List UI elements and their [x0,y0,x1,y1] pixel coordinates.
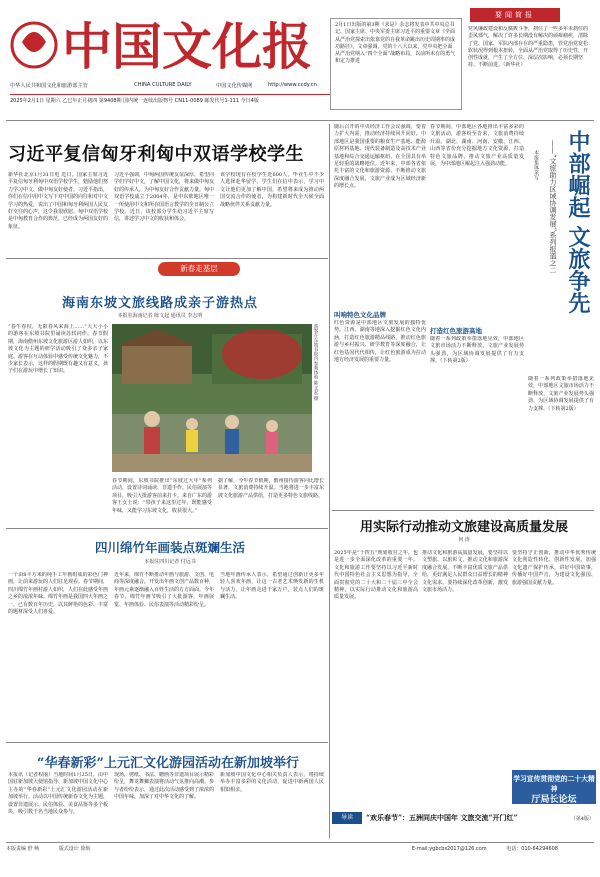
guide-tag: 导读 [332,812,362,824]
masthead-english-name: CHINA CULTURE DAILY [134,82,192,88]
masthead-logo [6,12,316,78]
sichuan-column-3: 当地年画传承人表示，希望通过创新让更多年轻人喜欢年画，让这一古老艺术焕发新的生机与活力，让年画走进千家万户，装点人们的斑斓生活。 [220,572,324,601]
masthead-tagline: 中华人民共和国文化和旅游部主管 [10,83,88,89]
right-feature-subtitle: ——“文旅助力区域协调发展”系列报道之二 [549,140,557,274]
haikou-column-2: 春节期间，东坡书院推出“东坡过大年”系列活动，设置诗词诵读、非遗手作、民俗展演等项目，吸引大批游客前来打卡。来自广东的游客王女士说：“带孩子来这里过年，既能感受年味，又能学习东坡文化，收获很大。” [112,478,212,514]
divider [6,258,328,259]
forum-promo-box[interactable] [512,770,596,804]
promo-line-2: 厅局长论坛 [531,795,577,805]
top-quote-box: 2月1日出版的第3期《求是》杂志将发表中共中央总书记、国家主席、中央军委主席习近平的重要文章《全面从严治党探索出依靠党的自我革命跳出历史周期率的成功路径》。文章强调，党的十八大以来，党中央把全面从严治党纳入“四个全面”战略布局，以前所未有的勇气和定力推进 [330,18,462,110]
haikou-photo [112,324,312,472]
right-feature-column-2: 春节期间，中部地区各地推出丰富多彩的文旅活动，游客纷至沓来，文旅消费持续升温。湖北、湖南、河南、安徽、江西、山西等省份充分挖掘地方文化资源，打造特色文旅品牌，推动文旅产业高质量发展，为中部地区崛起注入强劲动能。 [430,124,524,168]
brief-text: 党风廉政建设和反腐败斗争，刹住了一些多年未刹住的歪风邪气，解决了许多长期没有解决的顽瘴痼疾，清除了党、国家、军队内部存在的严重隐患，管党治党宽松软状况得到根本扭转，全面从严治党取得了历史性、开创性成就，产生了全方位、深层次影响，必须长期坚持、不断前进。（新华社） [468,26,589,69]
right-feature-column-5: 随着一系列政策举措落地见效，中部地区文旅市场活力不断释放，文旅产业发展势头强劲，为区域协调发展提供了有力支撑。（下转第2版） [528,376,594,412]
divider [6,742,328,743]
right-feature-column-3: 红色资源是中部地区文旅发展的独特优势。江西、湖南等地深入挖掘红色文化内涵，打造红色旅游精品线路，推动红色旅游与乡村振兴、研学教育等深度融合，让红色基因代代相传，让红色旅游成为拉动地方经济发展的重要力量。 [334,320,426,364]
divider [332,510,594,511]
masthead [6,6,324,104]
right-feature-column-1: 随后召开的中央经济工作会议强调，要着力扩大内需，推动经济持续回升向好。中部地区是我国重要的粮食生产基地、能源原材料基地、现代装备制造及高技术产业基地和综合交通运输枢纽，在全国具有举足轻重的战略地位。近年来，中部各省依托丰富的文化和旅游资源，不断推动文旅深度融合发展，文旅产业成为区域经济新的增长点。 [334,124,426,190]
singapore-column-2: 现场，剪纸、书法、糖画等非遗项目展示精彩纷呈，舞龙舞狮表演将活动气氛推向高潮。参与者纷纷表示，通过此次活动感受到了浓浓的中国年味，加深了对中华文化的了解。 [114,772,214,801]
commentary-byline: 何 涛 [458,537,470,543]
brief-header: 要闻简报 [470,8,560,22]
singapore-headline[interactable]: “华春新彩”上元汇文化游园活动在新加坡举行 [37,756,299,771]
haikou-photo-caption: 游客在东坡书院内参观体验 陈文起 摄 [313,324,318,401]
haikou-headline[interactable]: 海南东坡文旅线路成亲子游热点 [61,296,258,311]
footer-editor: 本版责编 舒 畅 [6,846,40,852]
divider [6,120,594,121]
masthead-publisher: 中国文化传媒网 [216,83,253,89]
garden-photo-illustration [112,324,312,472]
footer [6,842,594,852]
right-feature-subhead-2: 叫响特色文化品牌 [334,311,386,319]
commentary-column-2: 推动文化和旅游高质量发展，要坚持以文塑旅、以旅彰文，推动文化和旅游深度融合发展，不断丰富优质文旅产品供给，更好满足人民群众日益增长的精神文化需求。要持续深化改革创新，激发文旅市场活力。 [422,550,508,594]
sichuan-column-1: 一个由8平方米的纯手工年画组成的彩色门神画，让前来游玩的人们驻足观看。春节期间，四川绵竹年画村游人如织，人们在此感受年画之乡的浓浓年味。绵竹年画是我国四大年画之一，已有数百年历史，以其鲜艳的色彩、丰富的题材深受人们喜爱。 [8,572,108,616]
footer-proof: 版式设计 徐航 [58,846,91,852]
right-feature-byline: 本报集体采写 [533,150,539,180]
commentary-column-3: 要坚持守正创新，推动中华优秀传统文化创造性转化、创新性发展，加强文化遗产保护传承，讲好中国故事，传播好中国声音，为建设文化强国、旅游强国贡献力量。 [512,550,596,586]
column-divider [329,124,330,838]
guide-page-ref: （第4版） [570,816,594,822]
lead-column-1: 新华社北京1月31日电 近日，国家主席习近平复信匈牙利匈中双语学校学生，勉励他们努力学习中文、做中匈友好使者。习近平指出，你们在信中用中文写下对中国的向往和对中文学习的热爱，说出了中国和匈牙利两国人民友好交往的心声，这令我很欣慰。匈中双语学校是中匈教育合作的典范，已经成为两国友好的象征。 [8,172,108,230]
sichuan-column-2: 近年来，绵竹不断推动年画与旅游、文创、电商等深度融合，开发出年画文创产品数百种，年画元素逐渐融入百姓生活的方方面面。今年春节，绵竹年画节吸引了大批游客，年画展览、年画体验、民俗表演等活动精彩纷呈。 [114,572,214,608]
masthead-url[interactable]: http://www.ccdy.cn [268,82,317,88]
divider [6,528,328,529]
haikou-byline: 本报驻海南记者 陈文起 通讯员 李志明 [117,313,203,319]
lead-column-2: 习近平强调，中匈两国传统友谊深厚，希望同学们学好中文，了解中国文化，将来做中匈友好的传承人，为中匈友好合作贡献力量。匈中双语学校成立于2004年，是中东欧地区唯一一所使用中文和所在国语言教学的全日制公立学校。近日，该校部分学生给习近平主席写信，讲述学习中文的收获和体会。 [114,172,214,223]
footer-email[interactable]: E-mail:ygbcbs2017@126.com [411,846,487,852]
right-feature-subhead: 打造红色旅游高地 [430,327,482,335]
promo-line-1: 学习宣传贯彻党的二十大精神 [513,775,595,793]
haikou-column-3: 据了解，今年春节假期，儋州接待游客同比增长显著，文旅消费持续升温。当地将进一步丰富东坡文化旅游产品供给，打造更多特色文旅线路。 [218,478,324,499]
lead-headline[interactable]: 习近平复信匈牙利匈中双语学校学生 [8,144,304,165]
sichuan-byline: 本报驻四川记者 付远书 [144,559,196,565]
right-feature-vertical-title[interactable]: 中部崛起 文旅争先 [565,130,591,314]
commentary-headline[interactable]: 用实际行动推动文旅建设高质量发展 [359,520,568,535]
haikou-column-1: “春牛春杖，无限春风来海上……”大大小小的游客在东坡书院里诵读苏轼词作。春节假期，海南儋州东坡文化旅游区游人如织，以东坡文化为主题的研学活动吸引了众多亲子家庭。游客在互动体验中感受传统文化魅力，不少家长表示，这样的假期既有趣又有意义，孩子们在游玩中增长了知识。 [8,324,108,375]
right-feature-column-4: 随着一系列政策举措落地见效，中部地区文旅市场活力不断释放，文旅产业发展势头强劲，为区域协调发展提供了有力支撑。（下转第2版） [430,336,524,365]
lead-column-3: 该学校现有在校学生近600人，毕业生中不少人选择赴华留学。学生们在信中表示，学习中文让他们更加了解中国，希望将来成为推动两国交流合作的使者，为构建新时代全天候全面战略伙伴关系贡献力量。 [220,172,324,208]
guide-bar[interactable] [332,812,596,824]
logo-text: 中国文化报 [62,17,312,76]
commentary-column-1: 2025年是“十四五”规划收官之年，也是进一步全面深化改革的重要一年。文化和旅游工作要坚持以习近平新时代中国特色社会主义思想为指导，全面贯彻党的二十大和二十届三中全会精神，以实际行动推动文化和旅游高质量发展。 [334,550,418,601]
singapore-column-1: 本报讯（记者程丽）当地时间1月25日，由中国驻新加坡大使馆指导、新加坡中国文化中心主办的“华春新彩”上元汇文化游园活动在新加坡举行。活动以中国传统新春文化为主题，设置非遗展示、民俗体验、美食品鉴等多个板块，吸引数千名当地民众参与。 [8,772,108,816]
dateline: 2025年2月1日 星期六 乙巳年正月初四 第9408期 国内统一连续出版物号 CN11-0089 邮发代号1-111 今日4版 [10,94,330,104]
singapore-column-3: 新加坡中国文化中心相关负责人表示，将持续举办丰富多彩的文化活动，促进中新两国人民相知相亲。 [220,772,324,793]
feature-badge: 新春走基层 [158,262,240,276]
sichuan-headline[interactable]: 四川绵竹年画装点斑斓生活 [94,540,245,555]
guide-text[interactable]: “欢乐春节”：五洲同庆中国年 文旅交流“开门红” [366,813,518,822]
footer-phone: 电话：010-64294608 [506,846,558,852]
